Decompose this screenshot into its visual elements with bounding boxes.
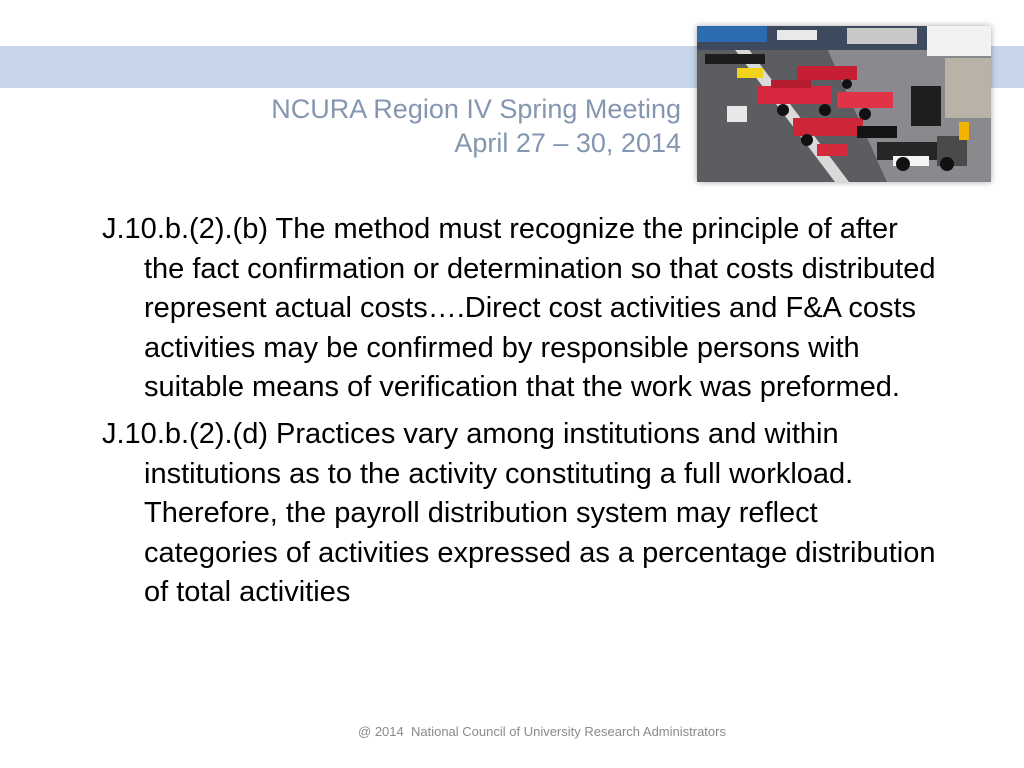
race-pit-stop-photo [697,26,991,182]
header-title-line1: NCURA Region IV Spring Meeting [271,94,681,124]
paragraph-j10b2d: J.10.b.(2).(d) Practices vary among institutions and within institutions as to the activity constituting a full workload. Therefore, the payroll distribution system may reflect categories of activities expressed as a percentage distribution of total activities [102,417,936,609]
header-title-line2: April 27 – 30, 2014 [454,128,681,158]
header-title [271,92,681,160]
paragraph-j10b2b: J.10.b.(2).(b) The method must recognize the principle of after the fact confirmation or determination so that costs distributed represent actual costs….Direct cost activities and F&A costs activities may be confirmed by responsible persons with suitable means of verification that the work was preformed. [102,213,936,404]
slide-body [102,210,942,620]
footer-copyright: @ 2014 National Council of University Research Administrators [358,724,726,739]
